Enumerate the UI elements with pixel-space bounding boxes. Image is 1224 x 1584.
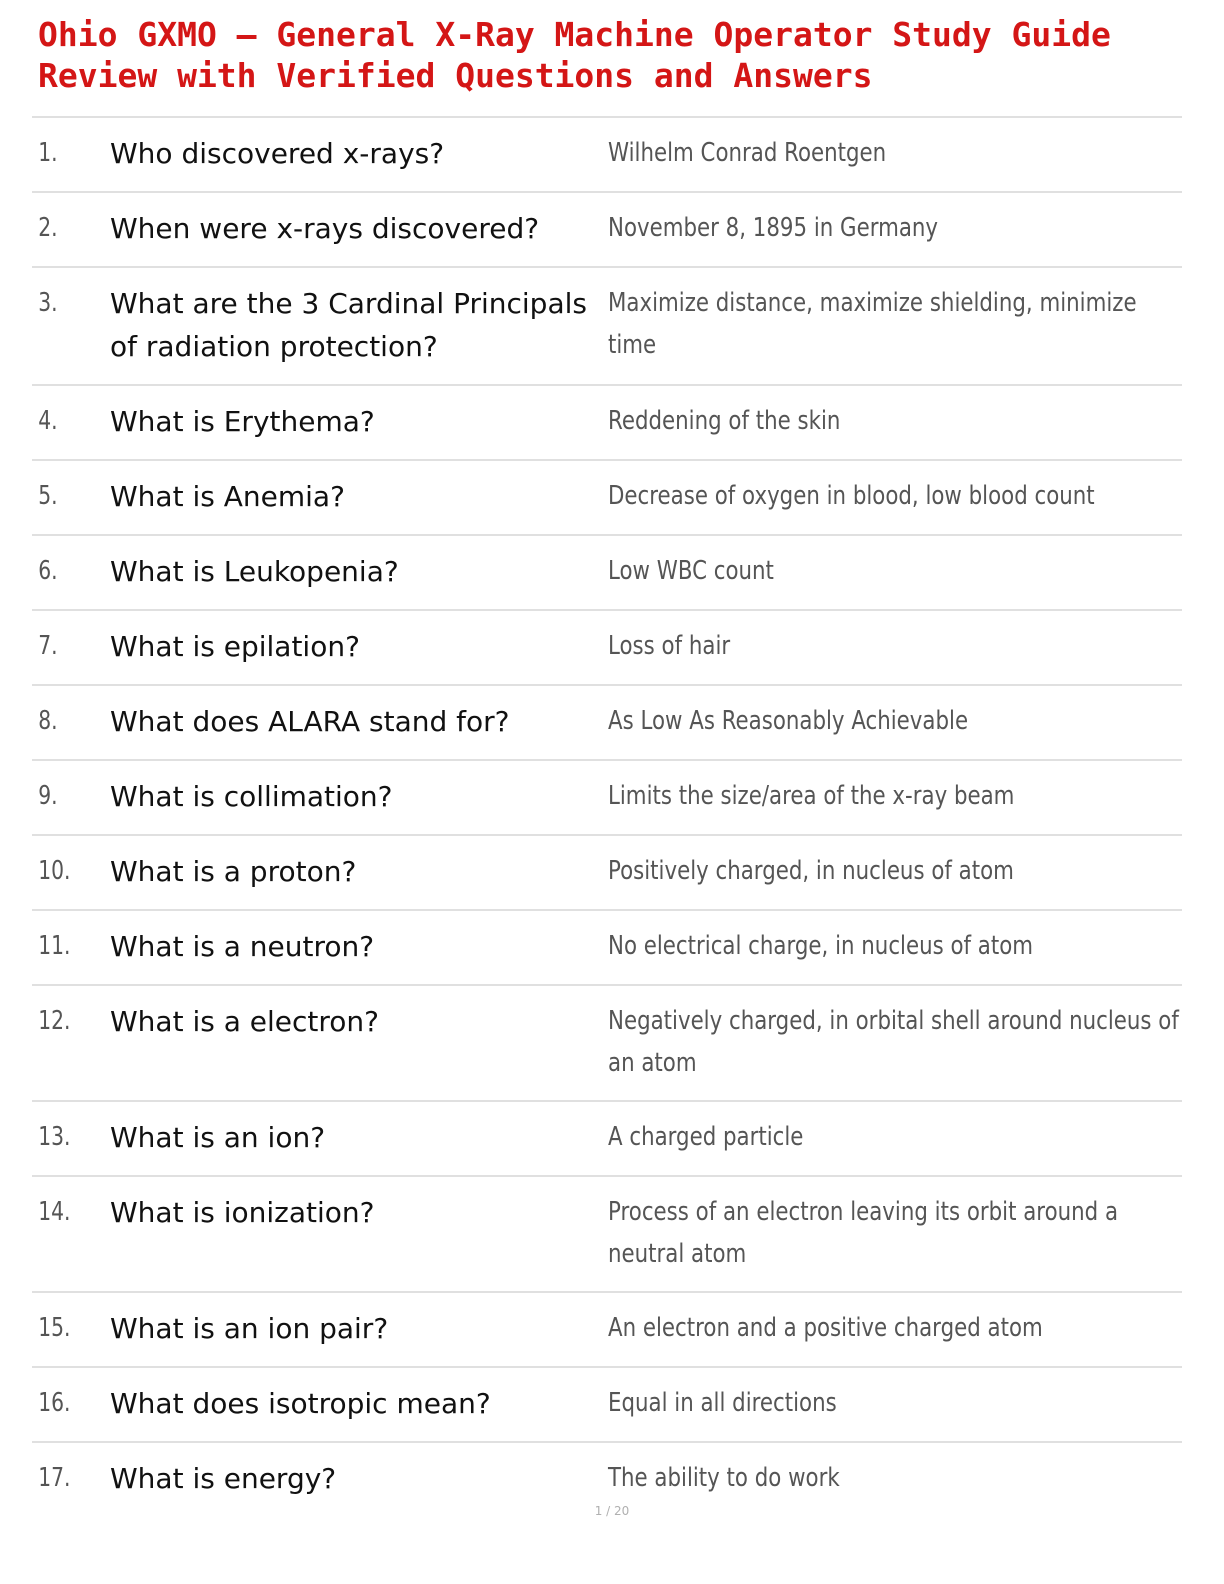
question-text: What is collimation? (110, 780, 393, 813)
answer-text: No electrical charge, in nucleus of atom (608, 931, 1034, 961)
question-number: 7. (38, 631, 58, 661)
question-number: 17. (38, 1463, 71, 1493)
question-text: When were x-rays discovered? (110, 212, 540, 245)
question-text: What are the 3 Cardinal Principals of radiation protection? (110, 287, 587, 363)
answer-text: Loss of hair (608, 631, 731, 661)
question-text: What is Leukopenia? (110, 555, 399, 588)
question-number: 3. (38, 288, 58, 318)
question-text: What is ionization? (110, 1196, 375, 1229)
qa-row (32, 836, 1182, 911)
question-number: 12. (38, 1006, 71, 1036)
qa-row (32, 761, 1182, 836)
answer-text: Equal in all directions (608, 1388, 837, 1418)
question-text: What is a neutron? (110, 930, 375, 963)
question-text: What is a proton? (110, 855, 357, 888)
answer-text: A charged particle (608, 1122, 804, 1152)
question-number: 11. (38, 931, 71, 961)
question-number: 4. (38, 406, 58, 436)
qa-row (32, 986, 1182, 1102)
question-number: 1. (38, 138, 58, 168)
question-number: 6. (38, 556, 58, 586)
question-number: 2. (38, 213, 58, 243)
answer-text: As Low As Reasonably Achievable (608, 706, 969, 736)
question-text: What is an ion pair? (110, 1312, 389, 1345)
qa-row (32, 1293, 1182, 1368)
question-number: 10. (38, 856, 71, 886)
question-number: 14. (38, 1197, 71, 1227)
qa-row (32, 461, 1182, 536)
answer-text: The ability to do work (608, 1463, 840, 1493)
question-text: What is a electron? (110, 1005, 380, 1038)
document-title: Ohio GXMO – General X-Ray Machine Operator Study Guide Review with Verified Questions and Answers (38, 15, 1111, 95)
qa-row (32, 268, 1182, 386)
question-number: 8. (38, 706, 58, 736)
question-text: What is Erythema? (110, 405, 375, 438)
question-text: Who discovered x-rays? (110, 137, 445, 170)
answer-text: Positively charged, in nucleus of atom (608, 856, 1014, 886)
question-text: What does isotropic mean? (110, 1387, 491, 1420)
answer-text: Low WBC count (608, 556, 774, 586)
question-number: 9. (38, 781, 58, 811)
qa-row (32, 1368, 1182, 1443)
question-text: What is energy? (110, 1462, 337, 1495)
qa-row (32, 911, 1182, 986)
question-text: What is epilation? (110, 630, 360, 663)
qa-row (32, 386, 1182, 461)
answer-text: An electron and a positive charged atom (608, 1313, 1043, 1343)
answer-text: Wilhelm Conrad Roentgen (608, 138, 887, 168)
answer-text: Negatively charged, in orbital shell around nucleus of an atom (608, 1006, 1179, 1078)
qa-row (32, 686, 1182, 761)
page-number: 1 / 20 (594, 1504, 630, 1518)
answer-text: Reddening of the skin (608, 406, 841, 436)
answer-text: Process of an electron leaving its orbit around a neutral atom (608, 1197, 1119, 1269)
qa-row (32, 1177, 1182, 1293)
answer-text: Limits the size/area of the x-ray beam (608, 781, 1015, 811)
qa-row (32, 1102, 1182, 1177)
question-text: What does ALARA stand for? (110, 705, 510, 738)
question-number: 16. (38, 1388, 71, 1418)
qa-row (32, 611, 1182, 686)
question-number: 15. (38, 1313, 71, 1343)
question-text: What is an ion? (110, 1121, 326, 1154)
question-text: What is Anemia? (110, 480, 345, 513)
question-number: 5. (38, 481, 58, 511)
qa-row (32, 118, 1182, 193)
question-number: 13. (38, 1122, 71, 1152)
answer-text: Decrease of oxygen in blood, low blood count (608, 481, 1095, 511)
qa-row (32, 536, 1182, 611)
qa-list (32, 116, 1182, 1516)
qa-row (32, 193, 1182, 268)
answer-text: November 8, 1895 in Germany (608, 213, 939, 243)
answer-text: Maximize distance, maximize shielding, minimize time (608, 288, 1137, 360)
